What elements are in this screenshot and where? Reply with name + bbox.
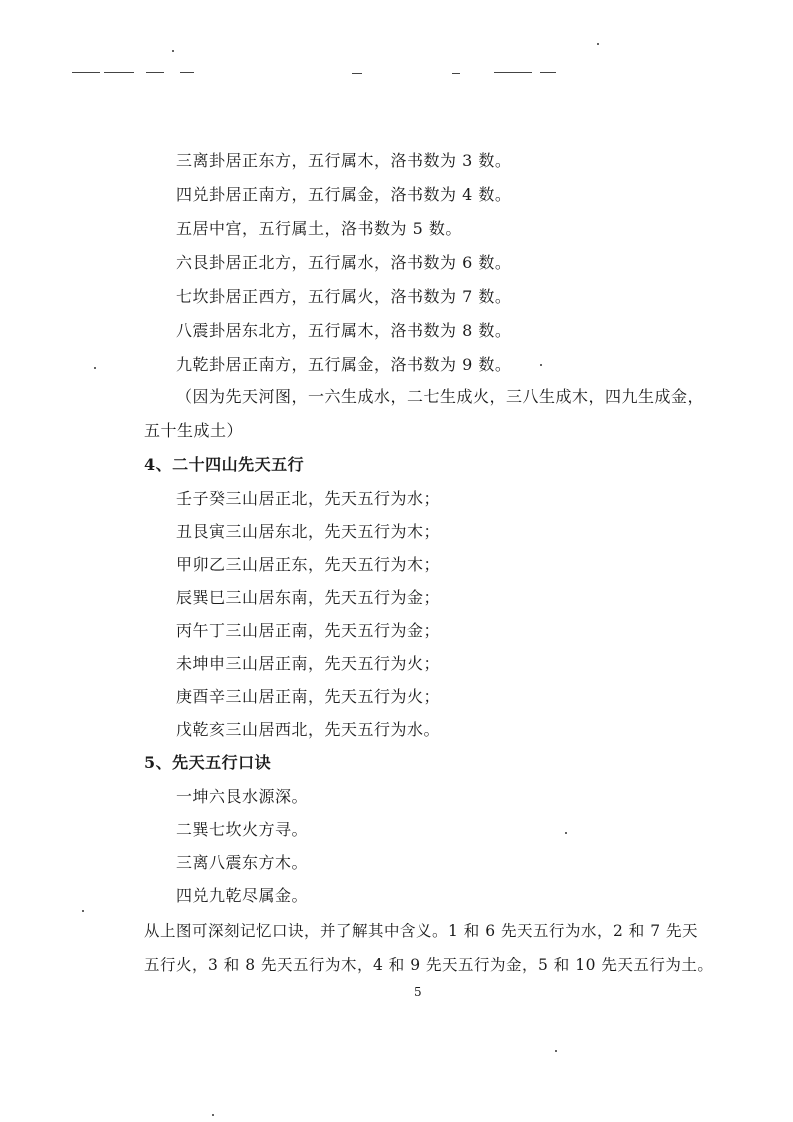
scan-artifact [452, 73, 460, 74]
scan-artifact [540, 72, 556, 73]
section-heading: 4、二十四山先天五行 [144, 455, 305, 474]
note-line: 五十生成土） [144, 421, 244, 440]
scan-speck [540, 364, 542, 366]
scan-speck [555, 1050, 557, 1052]
text-line: 四兑卦居正南方，五行属金，洛书数为 4 数。 [176, 185, 512, 204]
list-item: 二巽七坎火方寻。 [176, 820, 309, 839]
scan-artifact [146, 72, 164, 73]
scan-speck [82, 910, 84, 912]
list-item: 三离八震东方木。 [176, 853, 309, 872]
scan-artifact [494, 72, 532, 73]
text-line: 六艮卦居正北方，五行属水，洛书数为 6 数。 [176, 253, 512, 272]
scan-artifact [180, 72, 194, 73]
scan-speck [212, 1114, 214, 1116]
scan-artifact [72, 72, 100, 73]
list-item: 丙午丁三山居正南，先天五行为金； [176, 621, 441, 640]
list-item: 未坤申三山居正南，先天五行为火； [176, 654, 441, 673]
scan-speck [172, 50, 174, 52]
text-line: 三离卦居正东方，五行属木，洛书数为 3 数。 [176, 151, 512, 170]
text-line: 九乾卦居正南方，五行属金，洛书数为 9 数。 [176, 355, 512, 374]
list-item: 一坤六艮水源深。 [176, 787, 309, 806]
list-item: 丑艮寅三山居东北，先天五行为木； [176, 522, 441, 541]
list-item: 辰巽巳三山居东南，先天五行为金； [176, 588, 441, 607]
section-heading: 5、先天五行口诀 [144, 753, 272, 772]
scan-speck [597, 43, 599, 45]
paragraph-line: 五行火，3 和 8 先天五行为木，4 和 9 先天五行为金，5 和 10 先天五行为土。 [144, 956, 714, 974]
text-line: 七坎卦居正西方，五行属火，洛书数为 7 数。 [176, 287, 512, 306]
paragraph-line: 从上图可深刻记忆口诀，并了解其中含义。1 和 6 先天五行为水，2 和 7 先天 [144, 922, 699, 940]
list-item: 戊乾亥三山居西北，先天五行为水。 [176, 720, 441, 739]
scan-speck [565, 832, 567, 834]
scan-speck [94, 367, 96, 369]
text-line: 五居中宫，五行属土，洛书数为 5 数。 [176, 219, 462, 238]
list-item: 四兑九乾尽属金。 [176, 886, 309, 905]
scan-artifact [352, 73, 362, 74]
text-line: 八震卦居东北方，五行属木，洛书数为 8 数。 [176, 321, 512, 340]
list-item: 壬子癸三山居正北，先天五行为水； [176, 489, 441, 508]
list-item: 庚酉辛三山居正南，先天五行为火； [176, 687, 441, 706]
scan-artifact [104, 72, 134, 73]
page-number: 5 [414, 985, 422, 999]
list-item: 甲卯乙三山居正东，先天五行为木； [176, 555, 441, 574]
note-line: （因为先天河图，一六生成水，二七生成火，三八生成木，四九生成金， [176, 387, 705, 406]
